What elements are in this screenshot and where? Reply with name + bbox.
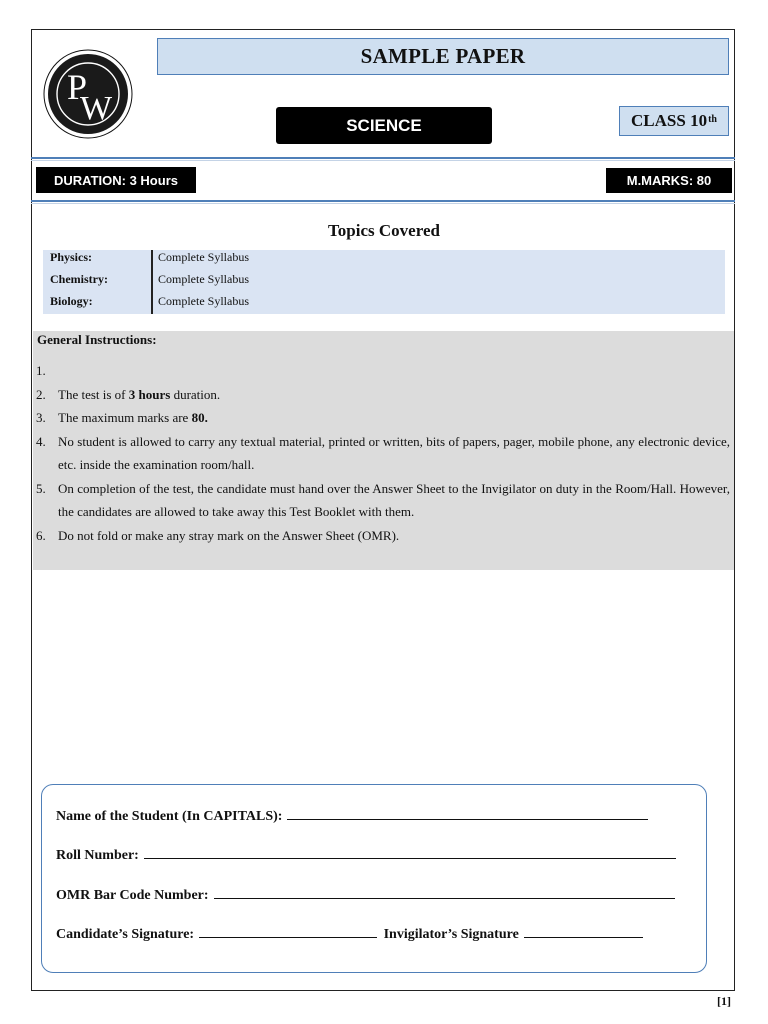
instruction-item bbox=[36, 359, 730, 383]
omr-code-row bbox=[56, 884, 675, 904]
header-divider-bottom bbox=[31, 200, 735, 202]
topic-syllabus: Complete Syllabus bbox=[158, 294, 249, 308]
signature-row bbox=[56, 923, 643, 943]
instruction-number: 3. bbox=[36, 410, 46, 425]
paper-title bbox=[157, 38, 729, 75]
roll-number-field[interactable] bbox=[144, 844, 676, 859]
max-marks-badge bbox=[606, 168, 732, 193]
duration-text: DURATION: 3 Hours bbox=[54, 172, 178, 188]
max-marks-text: M.MARKS: 80 bbox=[626, 173, 712, 188]
class-badge bbox=[619, 106, 729, 136]
omr-code-field[interactable] bbox=[214, 884, 675, 899]
topic-subject: Biology: bbox=[50, 294, 93, 308]
instruction-text: On completion of the test, the candidate must hand over the Answer Sheet to the Invigilator on duty in the Room/Hall. However, the candidates are allowed to take away this Test Booklet with them. bbox=[58, 480, 730, 519]
instruction-number: 4. bbox=[36, 433, 46, 449]
instruction-item bbox=[36, 406, 730, 430]
topic-subject: Physics: bbox=[50, 250, 92, 264]
instruction-item bbox=[36, 383, 730, 407]
instruction-text: Do not fold or make any stray mark on the Answer Sheet (OMR). bbox=[58, 527, 400, 543]
header-divider-top-thin bbox=[31, 160, 735, 161]
page-number: [1] bbox=[717, 994, 731, 1008]
svg-text:W: W bbox=[80, 90, 113, 127]
topic-syllabus: Complete Syllabus bbox=[158, 250, 249, 264]
header-divider-top bbox=[31, 157, 735, 159]
instruction-text: The maximum marks are 80. bbox=[58, 410, 208, 425]
student-name-row bbox=[56, 805, 648, 825]
class-suffix: th bbox=[708, 113, 717, 125]
omr-code-label: OMR Bar Code Number: bbox=[56, 888, 209, 903]
candidate-signature-field[interactable] bbox=[199, 923, 377, 938]
topic-subject: Chemistry: bbox=[50, 272, 108, 286]
instruction-number: 5. bbox=[36, 480, 46, 496]
topics-table bbox=[43, 250, 725, 314]
instruction-text bbox=[58, 359, 730, 383]
svg-text:P: P bbox=[67, 67, 88, 107]
instructions-list bbox=[36, 359, 730, 547]
instruction-text: No student is allowed to carry any textual material, printed or written, bits of papers, pager, mobile phone, any electronic device, etc. inside the examination room/hall. bbox=[58, 433, 730, 472]
topic-syllabus: Complete Syllabus bbox=[158, 272, 249, 286]
student-details-form bbox=[41, 784, 707, 973]
pw-logo bbox=[43, 49, 133, 139]
topics-row bbox=[43, 294, 725, 316]
invigilator-signature-field[interactable] bbox=[524, 923, 643, 938]
general-instructions bbox=[33, 331, 734, 570]
roll-number-label: Roll Number: bbox=[56, 848, 139, 863]
student-name-field[interactable] bbox=[287, 805, 648, 820]
instruction-item bbox=[36, 430, 730, 477]
duration-badge bbox=[36, 167, 196, 193]
candidate-signature-label: Candidate’s Signature: bbox=[56, 927, 195, 942]
topics-heading: Topics Covered bbox=[328, 221, 440, 240]
roll-number-row bbox=[56, 844, 676, 864]
instruction-item bbox=[36, 477, 730, 524]
topics-row bbox=[43, 272, 725, 294]
header-divider-bottom-thin bbox=[31, 203, 735, 204]
instruction-number: 6. bbox=[36, 527, 46, 543]
instruction-item bbox=[36, 524, 730, 548]
subject-text: SCIENCE bbox=[346, 115, 422, 135]
subject-badge bbox=[276, 107, 492, 144]
instruction-number: 1. bbox=[36, 363, 46, 378]
student-name-label: Name of the Student (In CAPITALS): bbox=[56, 809, 283, 824]
instruction-text: The test is of 3 hours duration. bbox=[58, 386, 221, 402]
instruction-number: 2. bbox=[36, 386, 46, 402]
instructions-title: General Instructions: bbox=[37, 332, 157, 347]
topics-row bbox=[43, 250, 725, 272]
class-text: CLASS 10 bbox=[631, 111, 708, 130]
invigilator-signature-label: Invigilator’s Signature bbox=[383, 927, 519, 942]
paper-title-text: SAMPLE PAPER bbox=[360, 44, 526, 68]
